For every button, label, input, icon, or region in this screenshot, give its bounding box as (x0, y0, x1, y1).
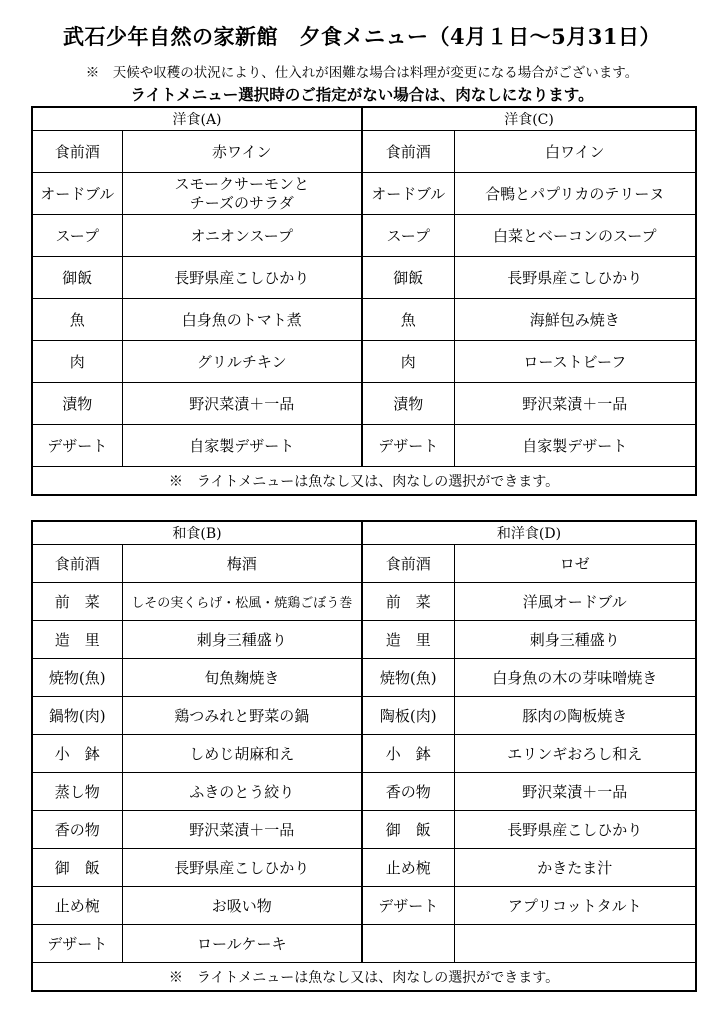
course-label: 前 菜 (362, 583, 454, 621)
course-label: 御飯 (32, 257, 122, 299)
dish-name: 白身魚の木の芽味噌焼き (454, 659, 696, 697)
dish-name: オニオンスープ (122, 215, 362, 257)
course-label: 漬物 (32, 383, 122, 425)
course-label: オードブル (32, 173, 122, 215)
course-label: 前 菜 (32, 583, 122, 621)
course-label: 御 飯 (362, 811, 454, 849)
course-label: 焼物(魚) (362, 659, 454, 697)
table-row (32, 621, 696, 659)
dish-name: 豚肉の陶板焼き (454, 697, 696, 735)
dish-name: エリンギおろし和え (454, 735, 696, 773)
dish-name: 合鴨とパプリカのテリーヌ (454, 173, 696, 215)
notice-text: ※ 天候や収穫の状況により、仕入れが困難な場合は料理が変更になる場合がございます。 (85, 65, 639, 81)
dish-name: 刺身三種盛り (122, 621, 362, 659)
table-row (32, 341, 696, 383)
light-menu-footnote: ※ ライトメニューは魚なし又は、肉なしの選択ができます。 (32, 963, 696, 992)
course-label: 肉 (32, 341, 122, 383)
dish-name: お吸い物 (122, 887, 362, 925)
table-row (32, 383, 696, 425)
dish-name: 野沢菜漬＋一品 (122, 811, 362, 849)
course-label: 造 里 (362, 621, 454, 659)
menu-table-japanese (31, 520, 697, 992)
course-label: 小 鉢 (362, 735, 454, 773)
course-label: 止め椀 (362, 849, 454, 887)
course-label: 御 飯 (32, 849, 122, 887)
table-row (32, 811, 696, 849)
dish-name: 野沢菜漬＋一品 (454, 383, 696, 425)
dish-name: 自家製デザート (454, 425, 696, 467)
course-label: 焼物(魚) (32, 659, 122, 697)
course-label: デザート (362, 425, 454, 467)
dish-name: ローストビーフ (454, 341, 696, 383)
dish-name: 白身魚のトマト煮 (122, 299, 362, 341)
table-row (32, 887, 696, 925)
table-row (32, 425, 696, 467)
dish-name: 長野県産こしひかり (122, 849, 362, 887)
course-label: 香の物 (32, 811, 122, 849)
table-row (32, 299, 696, 341)
course-label: 陶板(肉) (362, 697, 454, 735)
dish-name: 赤ワイン (122, 131, 362, 173)
course-label: 香の物 (362, 773, 454, 811)
course-label: 魚 (362, 299, 454, 341)
dish-name: 鶏つみれと野菜の鍋 (122, 697, 362, 735)
table-row (32, 173, 696, 215)
dish-name: 野沢菜漬＋一品 (454, 773, 696, 811)
course-label: オードブル (362, 173, 454, 215)
dish-line-1: スモークサーモンと (174, 174, 309, 193)
dish-name: 自家製デザート (122, 425, 362, 467)
dish-name: グリルチキン (122, 341, 362, 383)
table-row (32, 659, 696, 697)
dish-name: 旬魚麹焼き (122, 659, 362, 697)
course-label: 肉 (362, 341, 454, 383)
dish-name: かきたま汁 (454, 849, 696, 887)
menu-a-title: 洋食(A) (32, 107, 362, 131)
empty-cell (362, 925, 454, 963)
dish-name: 白ワイン (454, 131, 696, 173)
course-label: スープ (32, 215, 122, 257)
menu-b-title: 和食(B) (32, 521, 362, 545)
course-label: 漬物 (362, 383, 454, 425)
table-row (32, 131, 696, 173)
dish-line-2: チーズのサラダ (189, 193, 294, 212)
course-label: 食前酒 (362, 545, 454, 583)
dish-name: 刺身三種盛り (454, 621, 696, 659)
dish-name: 野沢菜漬＋一品 (122, 383, 362, 425)
course-label: 食前酒 (32, 545, 122, 583)
course-label: 止め椀 (32, 887, 122, 925)
course-label: 食前酒 (362, 131, 454, 173)
dish-name: 長野県産こしひかり (122, 257, 362, 299)
course-label: スープ (362, 215, 454, 257)
course-label: 食前酒 (32, 131, 122, 173)
dish-name: 海鮮包み焼き (454, 299, 696, 341)
course-label: 魚 (32, 299, 122, 341)
dish-name: 長野県産こしひかり (454, 811, 696, 849)
dish-name: 白菜とベーコンのスープ (454, 215, 696, 257)
page-title: 武石少年自然の家新館 夕食メニュー（4月１日～5月31日） (63, 24, 661, 49)
dish-name: ロールケーキ (122, 925, 362, 963)
dish-name: 長野県産こしひかり (454, 257, 696, 299)
course-label: デザート (362, 887, 454, 925)
table-row (32, 773, 696, 811)
dish-name: ふきのとう絞り (122, 773, 362, 811)
dish-name: しその実くらげ・松風・焼鶏ごぼう巻 (122, 583, 362, 621)
dish-name: しめじ胡麻和え (122, 735, 362, 773)
table-row (32, 545, 696, 583)
dish-name (122, 173, 362, 215)
light-menu-footnote: ※ ライトメニューは魚なし又は、肉なしの選択ができます。 (32, 467, 696, 496)
menu-d-title: 和洋食(D) (362, 521, 696, 545)
course-label: 造 里 (32, 621, 122, 659)
dish-name: アプリコットタルト (454, 887, 696, 925)
course-label: 御飯 (362, 257, 454, 299)
dish-name: 梅酒 (122, 545, 362, 583)
table-row (32, 735, 696, 773)
course-label: デザート (32, 425, 122, 467)
light-menu-notice: ライトメニュー選択時のご指定がない場合は、肉なしになります。 (130, 85, 594, 104)
course-label: デザート (32, 925, 122, 963)
table-row (32, 849, 696, 887)
menu-table-western (31, 106, 697, 496)
course-label: 蒸し物 (32, 773, 122, 811)
table-row (32, 215, 696, 257)
table-row (32, 583, 696, 621)
table-row (32, 697, 696, 735)
table-row (32, 257, 696, 299)
dish-name: 洋風オードブル (454, 583, 696, 621)
dish-name: ロゼ (454, 545, 696, 583)
table-row (32, 925, 696, 963)
dish-name-two-lines (175, 175, 309, 213)
course-label: 小 鉢 (32, 735, 122, 773)
empty-cell (454, 925, 696, 963)
menu-c-title: 洋食(C) (362, 107, 696, 131)
course-label: 鍋物(肉) (32, 697, 122, 735)
